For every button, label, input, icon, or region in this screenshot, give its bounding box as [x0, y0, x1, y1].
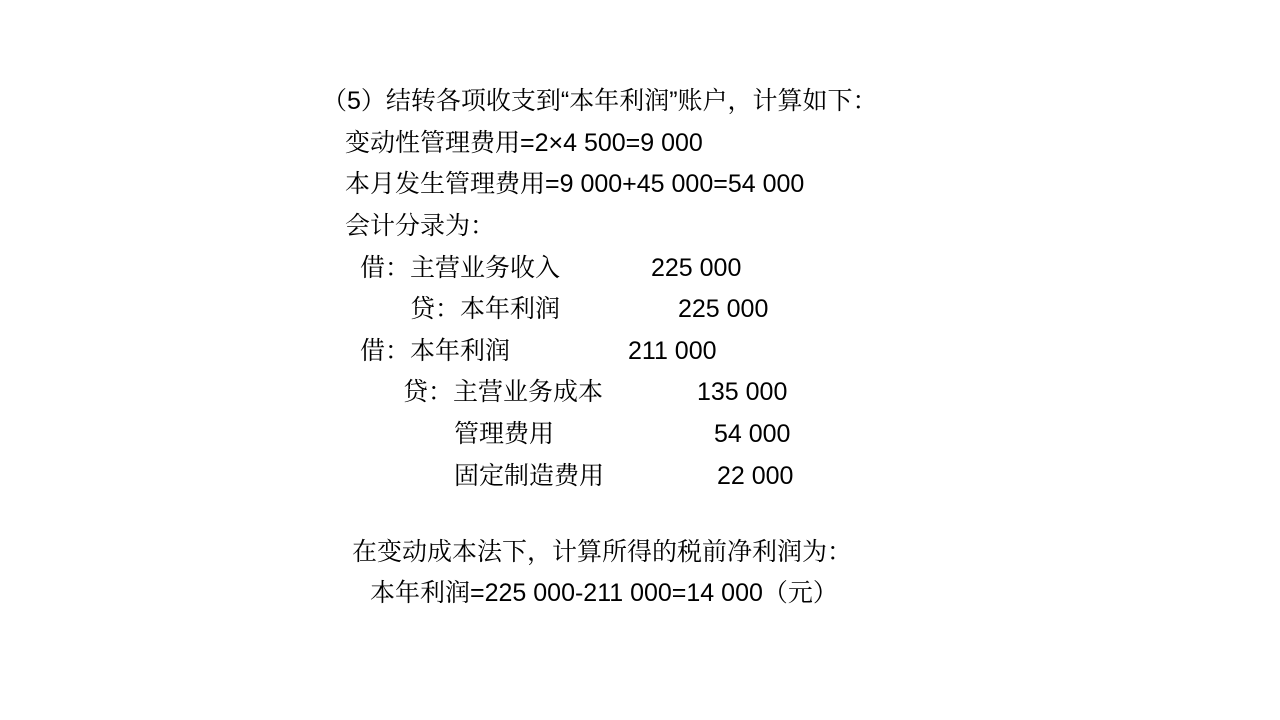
- entry2-credit3-label: 固定制造费用: [454, 462, 605, 490]
- heading: （5）结转各项收支到“本年利润”账户，计算如下：: [322, 87, 878, 115]
- entry1-debit-amount: 225 000: [651, 254, 742, 282]
- entry2-credit-label: 贷：主营业务成本: [403, 378, 604, 406]
- entry2-credit3-amount: 22 000: [717, 462, 794, 490]
- entries-title: 会计分录为：: [345, 212, 496, 240]
- profit-formula: 本年利润=225 000-211 000=14 000（元）: [370, 579, 838, 607]
- entry2-debit-amount: 211 000: [628, 337, 717, 365]
- entry2-credit-amount: 135 000: [697, 378, 788, 406]
- calc-monthly-admin: 本月发生管理费用=9 000+45 000=54 000: [345, 170, 805, 198]
- calc-variable-admin: 变动性管理费用=2×4 500=9 000: [345, 129, 703, 157]
- entry2-credit2-amount: 54 000: [714, 420, 791, 448]
- entry2-credit2-label: 管理费用: [454, 420, 555, 448]
- entry1-credit-amount: 225 000: [678, 295, 769, 323]
- conclusion: 在变动成本法下，计算所得的税前净利润为：: [352, 538, 853, 566]
- entry1-credit-label: 贷：本年利润: [410, 295, 561, 323]
- entry1-debit-label: 借：主营业务收入: [360, 254, 561, 282]
- entry2-debit-label: 借：本年利润: [360, 337, 511, 365]
